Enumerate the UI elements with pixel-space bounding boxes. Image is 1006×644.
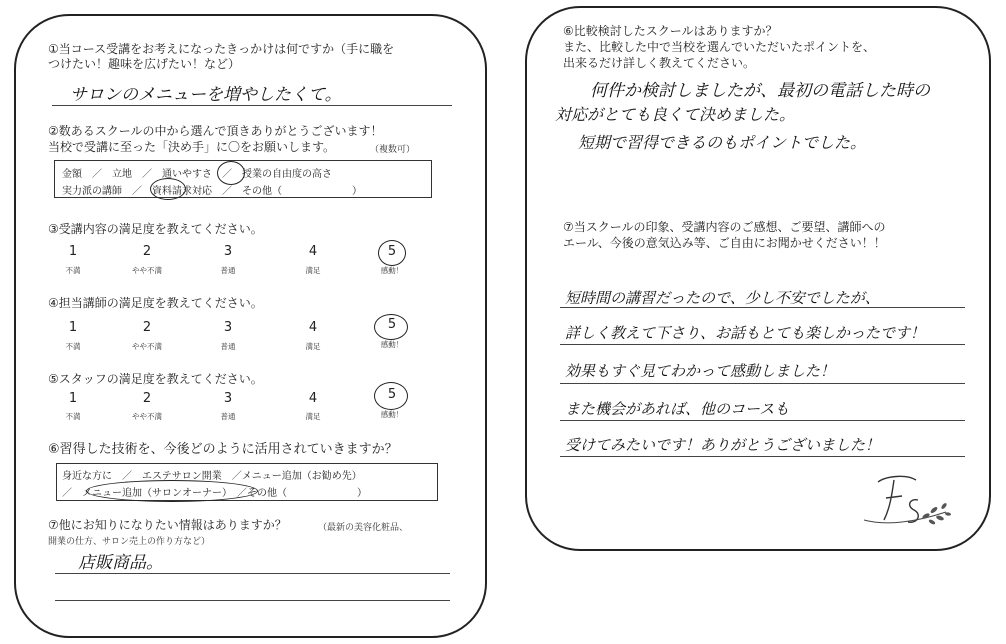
question-5: ⑤スタッフの満足度を教えてください。 xyxy=(48,372,263,386)
monogram-logo xyxy=(856,470,956,532)
scale-label: 不満 xyxy=(65,342,81,351)
question-4: ④担当講師の満足度を教えてください。 xyxy=(48,296,263,310)
scale-number: 3 xyxy=(223,391,233,406)
answer-7: 店販商品。 xyxy=(78,553,163,573)
selected-circle-mark xyxy=(86,480,258,502)
options-q6-row2: ／ メニュー追加（サロンオーナー） ／その他（ ） xyxy=(62,488,367,499)
answer-1: サロンのメニューを増やしたくて。 xyxy=(70,85,342,105)
scale-number: 5 xyxy=(387,244,397,259)
question-2-continued: 当校で受講に至った「決め手」に〇をお願いします。 xyxy=(48,140,336,154)
options-q2-row2: 実力派の講師 ／ 資料請求対応 ／ その他（ ） xyxy=(62,186,362,197)
scale-label: 普通 xyxy=(220,266,236,275)
question-7: ⑦他にお知りになりたい情報はありますか？ xyxy=(48,518,287,532)
answer-9-line: 短時間の講習だったので、少し不安でしたが、 xyxy=(565,289,880,307)
selected-circle-mark xyxy=(374,314,408,340)
scale-number: 5 xyxy=(387,387,397,402)
question-1: ①当コース受講をお考えになったきっかけは何ですか（手に職を xyxy=(48,42,395,56)
question-9-continued: エール、今後の意気込み等、ご自由にお聞かせください！！ xyxy=(563,236,886,250)
question-8-continued: また、比較した中で当校を選んでいただいたポイントを、 xyxy=(563,40,876,54)
question-1-continued: つけたい！趣味を広げたい！など） xyxy=(48,57,241,71)
selected-circle-mark xyxy=(374,382,408,410)
scale-label: やや不満 xyxy=(132,266,162,275)
scale-label: 不満 xyxy=(65,266,81,275)
selected-circle-mark xyxy=(378,240,406,266)
options-q2-row1: 金額 ／ 立地 ／ 通いやすさ ／ 授業の自由度の高さ xyxy=(62,169,332,180)
answer-line xyxy=(560,383,965,384)
scale-number: 1 xyxy=(68,244,78,259)
scale-label: 満足 xyxy=(305,266,321,275)
scale-number: 4 xyxy=(308,320,318,335)
answer-line xyxy=(560,420,965,421)
question-9: ⑦当スクールの印象、受講内容のご感想、ご要望、講師への xyxy=(563,220,886,234)
question-7-note: （最新の美容化粧品、 xyxy=(318,523,409,533)
scale-label: やや不満 xyxy=(132,342,162,351)
selected-circle-mark xyxy=(217,161,245,185)
question-8: ⑥比較検討したスクールはありますか？ xyxy=(563,24,778,38)
answer-9-line: 効果もすぐ見てわかって感動しました！ xyxy=(565,362,836,380)
scale-number: 5 xyxy=(387,317,397,332)
question-2-note: （複数可） xyxy=(370,145,416,155)
scale-number: 3 xyxy=(223,320,233,335)
scale-number: 1 xyxy=(68,320,78,335)
selected-circle-mark xyxy=(150,178,186,200)
answer-9-line: 受けてみたいです！ありがとうございました！ xyxy=(565,436,881,454)
answer-8-line: 対応がとても良くて決めました。 xyxy=(555,105,796,124)
answer-line xyxy=(52,105,452,106)
scale-label: 不満 xyxy=(65,412,81,421)
answer-line xyxy=(560,456,965,457)
scale-number: 4 xyxy=(308,244,318,259)
answer-8-line: 何件か検討しましたが、最初の電話した時の xyxy=(590,81,930,101)
scale-number: 1 xyxy=(68,391,78,406)
answer-8-line: 短期で習得できるのもポイントでした。 xyxy=(578,133,867,152)
question-7-continued: 開業の仕方、サロン売上の作り方など） xyxy=(48,537,211,547)
scale-label: やや不満 xyxy=(132,412,162,421)
answer-line xyxy=(55,573,450,574)
scale-number: 2 xyxy=(142,244,152,259)
question-3: ③受講内容の満足度を教えてください。 xyxy=(48,222,263,236)
scale-label: 感動！ xyxy=(380,410,404,419)
answer-9-line: 詳しく教えて下さり、お話もとても楽しかったです！ xyxy=(565,324,926,342)
answer-line xyxy=(55,600,450,601)
scale-label: 満足 xyxy=(305,342,321,351)
scale-label: 感動！ xyxy=(380,340,404,349)
question-8-continued: 出来るだけ詳しく教えてください。 xyxy=(563,56,756,70)
answer-9-line: また機会があれば、他のコースも xyxy=(565,400,790,418)
options-q6-row1: 身近な方に ／ エステサロン開業 ／メニュー追加（お勧め先） xyxy=(62,471,362,482)
scale-number: 4 xyxy=(308,391,318,406)
scale-number: 2 xyxy=(142,320,152,335)
scale-label: 普通 xyxy=(220,342,236,351)
scale-label: 普通 xyxy=(220,412,236,421)
question-6: ⑥習得した技術を、今後どのように活用されていきますか？ xyxy=(48,442,398,457)
scale-label: 感動！ xyxy=(380,266,404,275)
question-2: ②数あるスクールの中から選んで頂きありがとうございます！ xyxy=(48,124,383,138)
scale-number: 3 xyxy=(223,244,233,259)
answer-line xyxy=(560,307,965,308)
scale-number: 2 xyxy=(142,391,152,406)
answer-line xyxy=(560,344,965,345)
scale-label: 満足 xyxy=(305,412,321,421)
